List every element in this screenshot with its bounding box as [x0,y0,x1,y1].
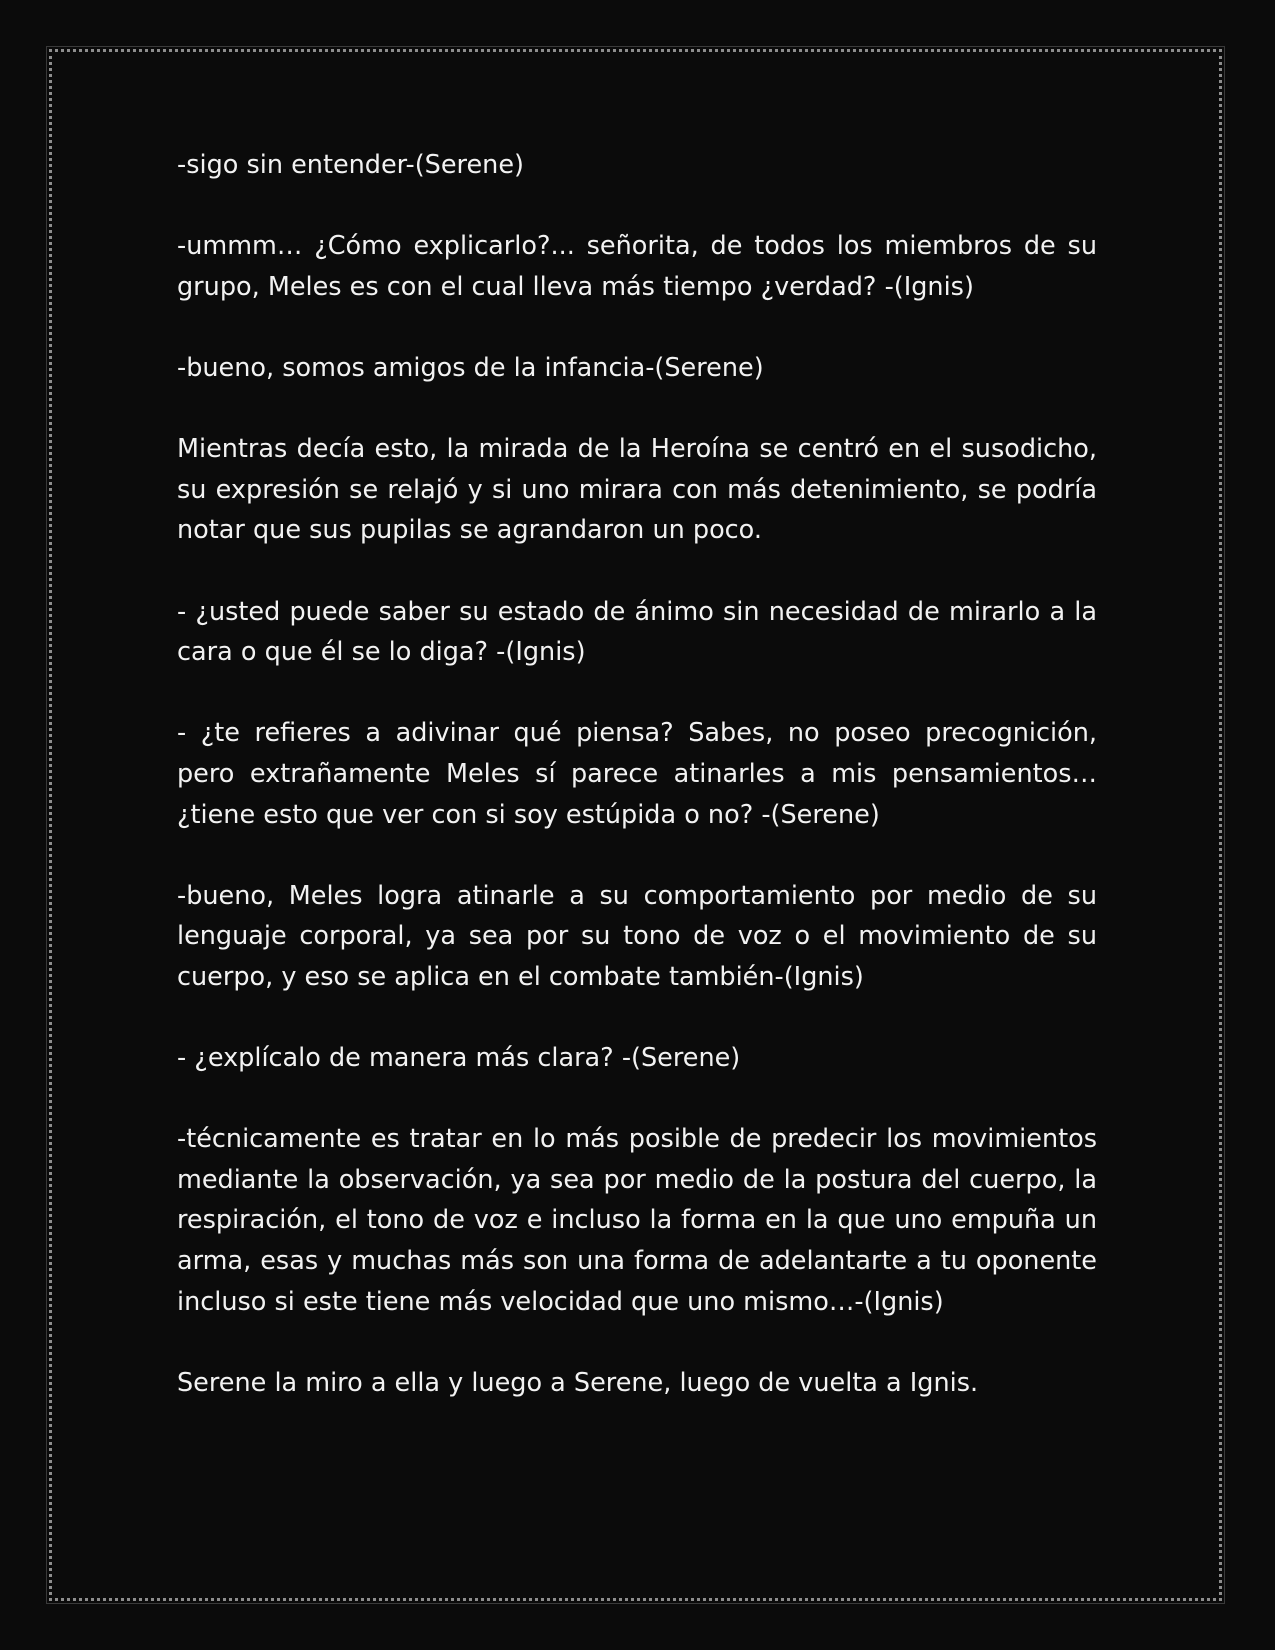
paragraph: - ¿te refieres a adivinar qué piensa? Sabes, no poseo precognición, pero extrañamente Meles sí parece atinarles a mis pensamientos… ¿tiene esto que ver con si soy estúpida o no? -(Serene) [177,718,1097,830]
paragraph: - ¿explícalo de manera más clara? -(Serene) [177,1043,741,1074]
paragraph: - ¿usted puede saber su estado de ánimo sin necesidad de mirarlo a la cara o que él se lo diga? -(Ignis) [177,596,1097,668]
paragraph: -bueno, Meles logra atinarle a su comportamiento por medio de su lenguaje corporal, ya sea por su tono de voz o el movimiento de su cuerpo, y eso se aplica en el combate también-(Ignis) [177,880,1097,992]
paragraph: Mientras decía esto, la mirada de la Heroína se centró en el susodicho, su expresión se relajó y si uno mirara con más detenimiento, se podría notar que sus pupilas se agrandaron un poco. [177,434,1097,546]
paragraph: -sigo sin entender-(Serene) [177,150,524,180]
paragraph: Serene la miro a ella y luego a Serene, luego de vuelta a Ignis. [177,1367,979,1398]
paragraph: -técnicamente es tratar en lo más posible de predecir los movimientos mediante la observación, ya sea por medio de la postura del cuerpo, la respiración, el tono de voz e incluso la forma en la que uno empuña un arma, esas y muchas más son una forma de adelantarte a tu oponente incluso si este tiene más velocidad que uno mismo…-(Ignis) [177,1124,1097,1317]
text-body [177,145,1097,1403]
paragraph: -bueno, somos amigos de la infancia-(Serene) [177,352,764,383]
paragraph: -ummm… ¿Cómo explicarlo?... señorita, de todos los miembros de su grupo, Meles es con el cual lleva más tiempo ¿verdad? -(Ignis) [177,231,1097,302]
